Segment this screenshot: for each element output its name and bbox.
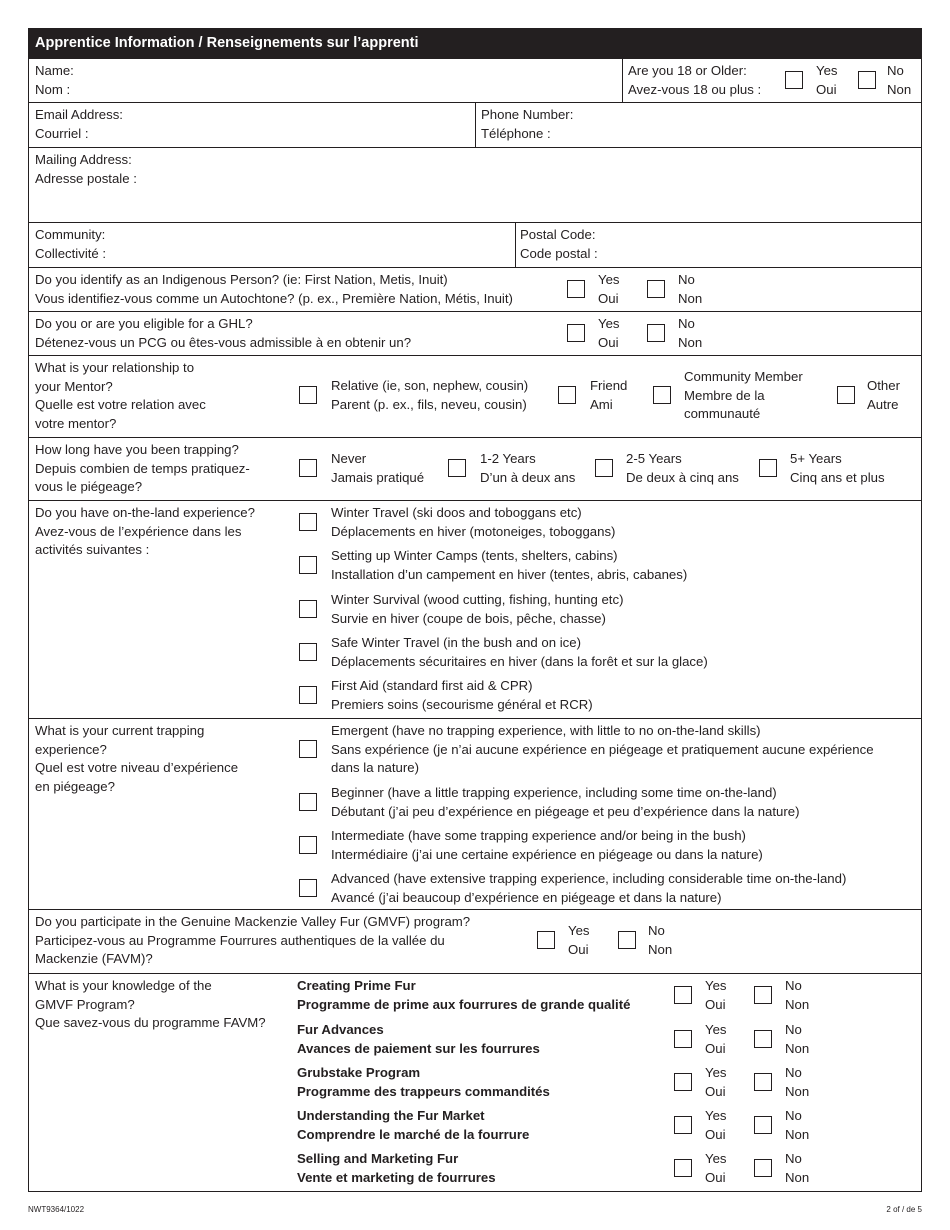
duration-never-checkbox[interactable]	[299, 459, 317, 477]
land-experience-row	[29, 500, 921, 718]
knowledge-no-label: No Non	[785, 1151, 810, 1185]
gmvf-no-label: No Non	[648, 923, 673, 957]
land-winter-survival-label: Winter Survival (wood cutting, fishing, hunting etc) Survie en hiver (coupe de bois, pêche, chasse)	[331, 592, 624, 626]
land-winter-travel-label: Winter Travel (ski doos and toboggans etc) Déplacements en hiver (motoneiges, toboggans)	[331, 505, 616, 539]
indigenous-question: Do you identify as an Indigenous Person? (ie: First Nation, Metis, Inuit) Vous identifiez-vous comme un Autochtone? (p. ex., Première Nation, Métis, Inuit)	[35, 272, 513, 306]
land-safe-travel-label: Safe Winter Travel (in the bush and on ice) Déplacements sécuritaires en hiver (dans la forêt et sur la glace)	[331, 635, 708, 669]
postal-label: Postal Code: Code postal :	[520, 227, 598, 261]
age-no-label: No Non	[887, 63, 912, 97]
duration-1-2-checkbox[interactable]	[448, 459, 466, 477]
relationship-community-checkbox[interactable]	[653, 386, 671, 404]
land-winter-camps-checkbox[interactable]	[299, 556, 317, 574]
knowledge-question: What is your knowledge of the GMVF Program? Que savez-vous du programme FAVM?	[35, 978, 266, 1030]
current-experience-question: What is your current trapping experience? Quel est votre niveau d’expérience en piégeage?	[35, 723, 239, 794]
knowledge-row	[29, 973, 921, 1191]
gmvf-yes-checkbox[interactable]	[537, 931, 555, 949]
mailing-label: Mailing Address: Adresse postale :	[35, 152, 137, 186]
relationship-relative-label: Relative (ie, son, nephew, cousin) Parent (p. ex., fils, neveu, cousin)	[331, 378, 529, 412]
mailing-address-field[interactable]	[37, 150, 913, 218]
mailing-row	[29, 147, 921, 222]
knowledge-grubstake-no-checkbox[interactable]	[754, 1073, 772, 1091]
relationship-relative-checkbox[interactable]	[299, 386, 317, 404]
land-winter-travel-checkbox[interactable]	[299, 513, 317, 531]
knowledge-item-label: Understanding the Fur Market Comprendre le marché de la fourrure	[297, 1108, 530, 1142]
indigenous-no-label: No Non	[678, 272, 703, 306]
experience-advanced-label: Advanced (have extensive trapping experience, including considerable time on-the-land) Avancé (j’ai beaucoup d’expérience en piégeage et dans la nature)	[331, 871, 847, 905]
duration-never-label: Never Jamais pratiqué	[331, 451, 425, 485]
knowledge-fur-market-no-checkbox[interactable]	[754, 1116, 772, 1134]
knowledge-no-label: No Non	[785, 1022, 810, 1056]
land-safe-travel-checkbox[interactable]	[299, 643, 317, 661]
ghl-row	[29, 311, 921, 355]
ghl-no-checkbox[interactable]	[647, 324, 665, 342]
community-row	[29, 222, 921, 267]
section-header: Apprentice Information / Renseignements sur l’apprenti	[28, 28, 922, 58]
knowledge-no-label: No Non	[785, 978, 810, 1012]
age-yes-label: Yes Oui	[816, 63, 838, 97]
knowledge-yes-label: Yes Oui	[705, 1151, 727, 1185]
knowledge-no-label: No Non	[785, 1108, 810, 1142]
name-label: Name: Nom :	[35, 63, 74, 97]
relationship-community-label: Community Member Membre de la communauté	[684, 369, 803, 421]
age-question: Are you 18 or Older: Avez-vous 18 ou plus :	[628, 63, 762, 97]
age-no-checkbox[interactable]	[858, 71, 876, 89]
land-first-aid-checkbox[interactable]	[299, 686, 317, 704]
knowledge-yes-label: Yes Oui	[705, 978, 727, 1012]
relationship-row	[29, 355, 921, 437]
knowledge-item-label: Selling and Marketing Fur Vente et marketing de fourrures	[297, 1151, 496, 1185]
knowledge-item-label: Grubstake Program Programme des trappeurs commandités	[297, 1065, 550, 1099]
duration-2-5-label: 2-5 Years De deux à cinq ans	[626, 451, 739, 485]
ghl-no-label: No Non	[678, 316, 703, 350]
duration-1-2-label: 1-2 Years D’un à deux ans	[480, 451, 576, 485]
gmvf-question: Do you participate in the Genuine Mackenzie Valley Fur (GMVF) program? Participez-vous au Programme Fourrures authentiques de la vallée du Mackenzie (FAVM)?	[35, 914, 471, 966]
age-yes-checkbox[interactable]	[785, 71, 803, 89]
duration-5plus-label: 5+ Years Cinq ans et plus	[790, 451, 885, 485]
duration-5plus-checkbox[interactable]	[759, 459, 777, 477]
knowledge-item-label: Fur Advances Avances de paiement sur les fourrures	[297, 1022, 540, 1056]
email-label: Email Address: Courriel :	[35, 107, 123, 141]
ghl-question: Do you or are you eligible for a GHL? Détenez-vous un PCG ou êtes-vous admissible à en obtenir un?	[35, 316, 412, 350]
knowledge-yes-label: Yes Oui	[705, 1065, 727, 1099]
page-number: 2 of / de 5	[886, 1205, 922, 1214]
name-row	[29, 58, 921, 102]
knowledge-grubstake-yes-checkbox[interactable]	[674, 1073, 692, 1091]
land-winter-survival-checkbox[interactable]	[299, 600, 317, 618]
knowledge-prime-fur-no-checkbox[interactable]	[754, 986, 772, 1004]
experience-intermediate-checkbox[interactable]	[299, 836, 317, 854]
duration-2-5-checkbox[interactable]	[595, 459, 613, 477]
gmvf-row	[29, 909, 921, 973]
experience-advanced-checkbox[interactable]	[299, 879, 317, 897]
relationship-other-label: Other Autre	[867, 378, 900, 412]
indigenous-no-checkbox[interactable]	[647, 280, 665, 298]
gmvf-yes-label: Yes Oui	[568, 923, 590, 957]
trapping-duration-row	[29, 437, 921, 500]
trapping-duration-question: How long have you been trapping? Depuis combien de temps pratiquez- vous le piégeage?	[35, 442, 250, 494]
knowledge-yes-label: Yes Oui	[705, 1022, 727, 1056]
indigenous-row	[29, 267, 921, 311]
knowledge-selling-yes-checkbox[interactable]	[674, 1159, 692, 1177]
ghl-yes-label: Yes Oui	[598, 316, 620, 350]
land-first-aid-label: First Aid (standard first aid & CPR) Premiers soins (secourisme général et RCR)	[331, 678, 593, 712]
indigenous-yes-label: Yes Oui	[598, 272, 620, 306]
relationship-friend-label: Friend Ami	[590, 378, 628, 412]
community-label: Community: Collectivité :	[35, 227, 107, 261]
experience-beginner-checkbox[interactable]	[299, 793, 317, 811]
phone-label: Phone Number: Téléphone :	[481, 107, 574, 141]
knowledge-fur-market-yes-checkbox[interactable]	[674, 1116, 692, 1134]
current-experience-row	[29, 718, 921, 909]
experience-emergent-checkbox[interactable]	[299, 740, 317, 758]
knowledge-yes-label: Yes Oui	[705, 1108, 727, 1142]
knowledge-item-label: Creating Prime Fur Programme de prime aux fourrures de grande qualité	[297, 978, 631, 1012]
name-field[interactable]	[37, 61, 617, 99]
phone-field[interactable]	[483, 105, 913, 143]
knowledge-no-label: No Non	[785, 1065, 810, 1099]
knowledge-fur-advances-yes-checkbox[interactable]	[674, 1030, 692, 1048]
land-winter-camps-label: Setting up Winter Camps (tents, shelters, cabins) Installation d’un campement en hiver (tentes, abris, cabanes)	[331, 548, 688, 582]
experience-emergent-label: Emergent (have no trapping experience, with little to no on-the-land skills) Sans expérience (je n’ai aucune expérience en piégeage et pratiquement aucune expérience dans la nature)	[331, 723, 874, 775]
land-experience-question: Do you have on-the-land experience? Avez-vous de l’expérience dans les activités suivantes :	[35, 505, 255, 557]
indigenous-yes-checkbox[interactable]	[567, 280, 585, 298]
community-field[interactable]	[37, 225, 507, 263]
email-row	[29, 102, 921, 147]
relationship-other-checkbox[interactable]	[837, 386, 855, 404]
knowledge-fur-advances-no-checkbox[interactable]	[754, 1030, 772, 1048]
relationship-question: What is your relationship to your Mentor? Quelle est votre relation avec votre mentor?	[35, 360, 206, 431]
email-field[interactable]	[37, 105, 467, 143]
ghl-yes-checkbox[interactable]	[567, 324, 585, 342]
knowledge-selling-no-checkbox[interactable]	[754, 1159, 772, 1177]
knowledge-prime-fur-yes-checkbox[interactable]	[674, 986, 692, 1004]
form-id: NWT9364/1022	[28, 1205, 85, 1214]
gmvf-no-checkbox[interactable]	[618, 931, 636, 949]
apprentice-form	[28, 28, 922, 1192]
postal-field[interactable]	[523, 225, 913, 263]
experience-intermediate-label: Intermediate (have some trapping experience and/or being in the bush) Intermédiaire (j’ai une certaine expérience en piégeage ou dans la nature)	[331, 828, 763, 862]
relationship-friend-checkbox[interactable]	[558, 386, 576, 404]
experience-beginner-label: Beginner (have a little trapping experience, including some time on-the-land) Débutant (j’ai peu d’expérience en piégeage et peu d’expérience dans la nature)	[331, 785, 800, 819]
